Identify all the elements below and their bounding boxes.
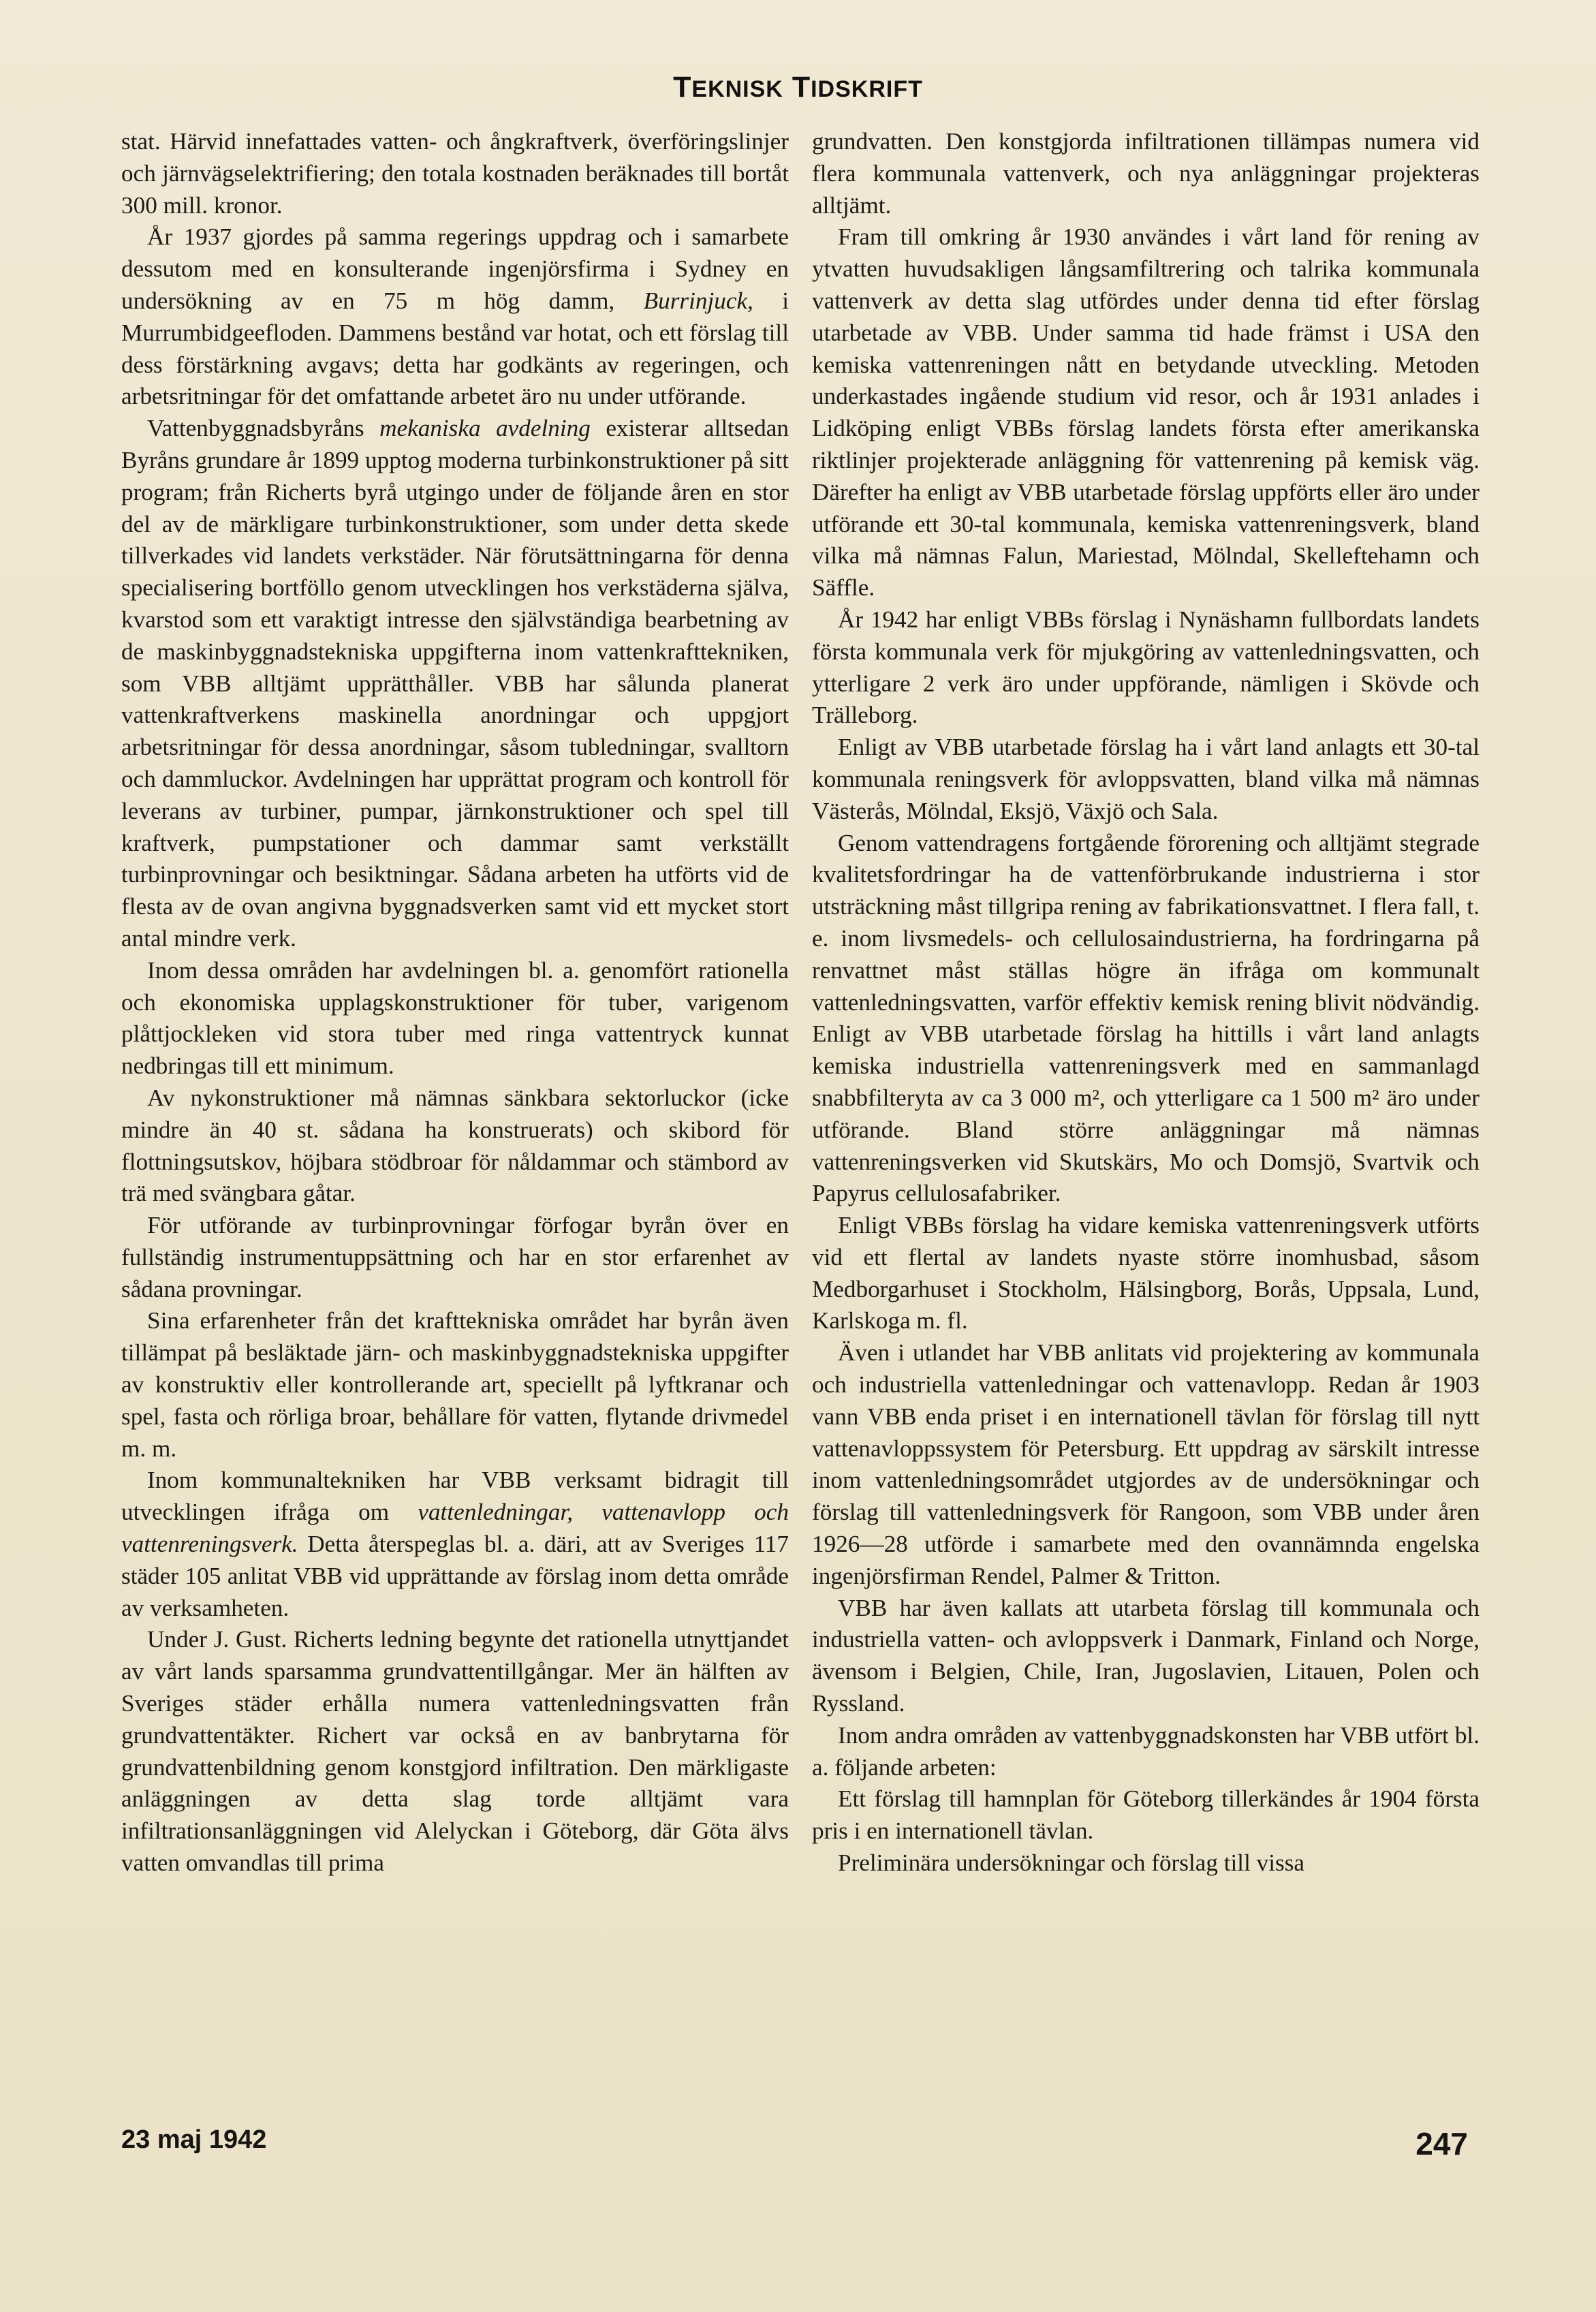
header-rest-1: EKNISK <box>691 76 783 102</box>
paragraph <box>121 1210 789 1305</box>
text-run: För utförande av turbinprovningar förfogar byrån över en fullständig instrumentuppsättning och har en stor erfarenhet av sådana provningar. <box>121 1212 789 1302</box>
text-run: Enligt VBBs förslag ha vidare kemiska vattenreningsverk utförts vid ett flertal av landets nyaste större inomhusbad, såsom Medborgarhuset i Stockholm, Hälsingborg, Borås, Uppsala, Lund, Karlskoga m. fl. <box>812 1212 1480 1334</box>
running-header <box>0 71 1596 104</box>
text-run: existerar alltsedan Byråns grundare år 1899 upptog moderna turbinkonstruktioner på sitt program; från Richerts byrå utgingo under de följande åren en stor del av de märkligare turbinkonstruktioner, som under detta skede tillverkades vid landets verkstäder. När förutsättningarna för denna specialisering bortföllo genom utvecklingen hos verkstäderna själva, kvarstod som ett varaktigt intresse den självständiga bearbetning av de maskinbyggnadstekniska uppgifterna inom vattenkrafttekniken, som VBB alltjämt upprätthåller. VBB har sålunda planerat vattenkraftverkens maskinella anordningar och uppgjort arbetsritningar för dessa anordningar, såsom tubledningar, svalltorn och dammluckor. Avdelningen har upprättat program och kontroll för leverans av turbiner, pumpar, järnkonstruktioner och spel till kraftverk, pumpstationer och dammar samt verkställt turbinprovningar och besiktningar. Sådana arbeten ha utförts vid de flesta av de ovan angivna byggnadsverken samt vid ett mycket stort antal mindre verk. <box>121 415 789 952</box>
paragraph <box>812 1783 1480 1847</box>
text-run: Fram till omkring år 1930 användes i vårt land för rening av ytvatten huvudsakligen långsamfiltrering och talrika kommunala vattenverk av detta slag utfördes under denna tid efter förslag utarbetade av VBB. Under samma tid hade främst i USA den kemiska vattenreningen nått en betydande utveckling. Metoden underkastades ingående studium vid resor, och år 1931 anlades i Lidköping enligt VBBs förslag landets första efter amerikanska riktlinjer projekterade anläggning för vattenrening på kemisk väg. Därefter ha enligt av VBB utarbetade förslag uppförts eller äro under utförande ett 30-tal kommunala, kemiska vattenreningsverk, bland vilka må nämnas Falun, Mariestad, Mölndal, Skelleftehamn och Säffle. <box>812 223 1480 602</box>
paragraph <box>812 1720 1480 1784</box>
text-run: Ett förslag till hamnplan för Göteborg tillerkändes år 1904 första pris i en internationell tävlan. <box>812 1785 1480 1845</box>
text-run: Inom andra områden av vattenbyggnadskonsten har VBB utfört bl. a. följande arbeten: <box>812 1721 1480 1781</box>
text-run: stat. Härvid innefattades vatten- och ångkraftverk, överföringslinjer och järnvägselektrifiering; den totala kostnaden beräknades till bortåt 300 mill. kronor. <box>121 128 789 219</box>
text-run: År 1937 gjordes på samma regerings uppdrag och i samarbete dessutom med en konsulterande ingenjörsfirma i Sydney en undersökning av en 75 m hög damm, <box>121 223 789 314</box>
text-run: Inom kommunaltekniken har VBB verksamt bidragit till utvecklingen ifråga om <box>121 1467 789 1526</box>
paragraph <box>812 1337 1480 1592</box>
paragraph <box>121 221 789 413</box>
paragraph <box>812 1593 1480 1720</box>
paragraph <box>812 126 1480 221</box>
text-run: Under J. Gust. Richerts ledning begynte det rationella utnyttjandet av vårt lands sparsamma grundvattentillgångar. Mer än hälften av Sveriges städer erhålla numera vattenledningsvatten från grundvattentäkter. Richert var också en av banbrytarna för grundvattenbildning genom konstgjord infiltration. Den märkligaste anläggningen av detta slag torde alltjämt vara infiltrationsanläggningen vid Alelyckan i Göteborg, där Göta älvs vatten omvandlas till prima <box>121 1626 789 1877</box>
paragraph <box>812 732 1480 827</box>
header-cap-1: T <box>673 71 692 104</box>
italic-text: Burrinjuck, <box>643 287 753 314</box>
paragraph <box>121 955 789 1082</box>
text-run: År 1942 har enligt VBBs förslag i Nynäshamn fullbordats landets första kommunala verk för mjukgöring av vattenledningsvatten, och ytterligare 2 verk äro under uppförande, nämligen i Skövde och Trälleborg. <box>812 606 1480 729</box>
text-run: Detta återspeglas bl. a. däri, att av Sveriges 117 städer 105 anlitat VBB vid upprättande av förslag inom detta område av verksamheten. <box>121 1531 789 1621</box>
paragraph <box>812 1210 1480 1337</box>
text-run: Genom vattendragens fortgående förorening och alltjämt stegrade kvalitetsfordringar ha de vattenförbrukande industrierna i stor utsträckning måst tillgripa rening av fabrikationsvattnet. I flera fall, t. e. inom livsmedels- och cellulosaindustrierna, ha fordringarna på renvattnet måst ställas högre än ifråga om kommunalt vattenledningsvatten, varför effektiv kemisk rening blivit nödvändig. Enligt av VBB utarbetade förslag ha hittills i vårt land anlagts kemiska industriella vattenreningsverk med en sammanlagd snabbfilteryta av ca 3 000 m², och ytterligare ca 1 500 m² äro under utförande. Bland större anläggningar må nämnas vattenreningsverken vid Skutskärs, Mo och Domsjö, Svartvik och Papyrus cellulosafabriker. <box>812 829 1480 1207</box>
text-run: Av nykonstruktioner må nämnas sänkbara sektorluckor (icke mindre än 40 st. sådana ha konstruerats) och skibord för flottningsutskov, höjbara stödbroar för nåldammar och stämbord av trä med svängbara gåtar. <box>121 1084 789 1207</box>
text-run: Enligt av VBB utarbetade förslag ha i vårt land anlagts ett 30-tal kommunala reningsverk för avloppsvatten, bland vilka må nämnas Västerås, Mölndal, Eksjö, Växjö och Sala. <box>812 734 1480 824</box>
page-number: 247 <box>1415 2126 1468 2161</box>
italic-text: vattenledningar, vattenavlopp och vattenreningsverk. <box>121 1499 789 1558</box>
header-journal-name-part1 <box>673 71 783 104</box>
header-journal-name-part2 <box>792 71 923 104</box>
text-run: Inom dessa områden har avdelningen bl. a. genomfört rationella och ekonomiska upplagskonstruktioner för tuber, varigenom plåttjockleken vid stora tuber med ringa vattentryck kunnat nedbringas till ett minimum. <box>121 956 789 1080</box>
paragraph <box>121 1465 789 1624</box>
text-run: Även i utlandet har VBB anlitats vid projektering av kommunala och industriella vattenledningar och vattenavlopp. Redan år 1903 vann VBB enda priset i en internationell tävlan för förslag till nytt vattenavloppssystem för Petersburg. Ett uppdrag av särskilt intresse inom vattenledningsområdet utgjordes av de undersökningar och förslag till vattenledningsverk för Rangoon, som VBB under åren 1926—28 utförde i samarbete med den ovannämnda engelska ingenjörsfirman Rendel, Palmer & Tritton. <box>812 1339 1480 1589</box>
text-run: Vattenbyggnadsbyråns <box>147 415 380 442</box>
paragraph <box>121 1305 789 1465</box>
paragraph <box>121 1082 789 1210</box>
text-run: i Murrumbidgeefloden. Dammens bestånd var hotat, och ett förslag till dess förstärkning avgavs; detta har godkänts av regeringen, och arbetsritningar för det omfattande arbetet äro nu under utförande. <box>121 287 789 410</box>
header-rest-2: IDSKRIFT <box>811 76 923 102</box>
paragraph <box>812 828 1480 1210</box>
paragraph <box>121 1624 789 1879</box>
right-column <box>812 126 1480 2163</box>
paragraph <box>812 604 1480 732</box>
text-run: Preliminära undersökningar och förslag till vissa <box>838 1849 1305 1877</box>
paragraph <box>812 221 1480 604</box>
left-column <box>121 126 789 2163</box>
header-cap-2: T <box>792 71 811 104</box>
paragraph <box>121 413 789 955</box>
paragraph <box>812 1847 1480 1879</box>
footer-date: 23 maj 1942 <box>121 2125 267 2154</box>
italic-text: mekaniska avdelning <box>379 415 591 442</box>
text-run: grundvatten. Den konstgjorda infiltrationen tillämpas numera vid flera kommunala vattenverk, och nya anläggningar projekteras alltjämt. <box>812 128 1480 219</box>
paragraph <box>121 126 789 221</box>
text-run: VBB har även kallats att utarbeta förslag till kommunala och industriella vatten- och avloppsverk i Danmark, Finland och Norge, ävensom i Belgien, Chile, Iran, Jugoslavien, Litauen, Polen och Ryssland. <box>812 1594 1480 1717</box>
text-run: Sina erfarenheter från det krafttekniska området har byrån även tillämpat på besläktade järn- och maskinbyggnadstekniska uppgifter av konstruktiv eller kontrollerande art, speciellt på lyftkranar och spel, fasta och rörliga broar, behållare för vatten, flytande drivmedel m. m. <box>121 1307 789 1462</box>
